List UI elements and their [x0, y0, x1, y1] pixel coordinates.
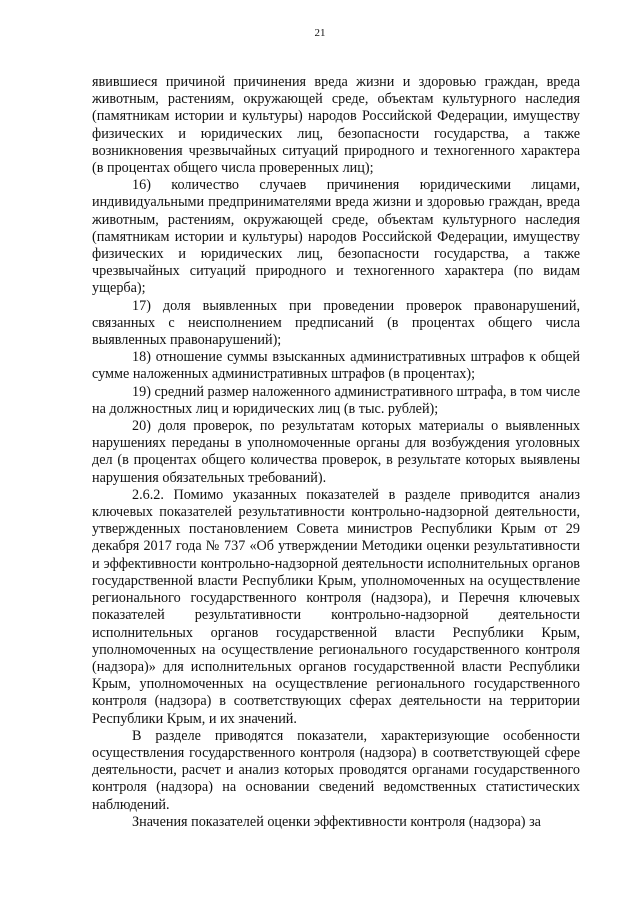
paragraph-item-19: 19) средний размер наложенного административного штрафа, в том числе на должностных лиц и юридических лиц (в тыс. рублей);: [92, 383, 580, 417]
paragraph-item-18: 18) отношение суммы взысканных административных штрафов к общей сумме наложенных административных штрафов (в процентах);: [92, 349, 580, 383]
paragraph-item-17: 17) доля выявленных при проведении проверок правонарушений, связанных с неисполнением предписаний (в процентах общего числа выявленных правонарушений);: [92, 297, 580, 349]
document-body: [92, 74, 580, 831]
paragraph-continuation: явившиеся причиной причинения вреда жизни и здоровью граждан, вреда животным, растениям, окружающей среде, объектам культурного наследия (памятникам истории и культуры) народов Российской Федерации, имуществу физических и юридических лиц, безопасности государства, а также возникновения чрезвычайных ситуаций природного и техногенного характера (в процентах общего числа проверенных лиц);: [92, 74, 580, 177]
paragraph-item-16: 16) количество случаев причинения юридическими лицами, индивидуальными предпринимателями вреда жизни и здоровью граждан, вреда животным, растениям, окружающей среде, объектам культурного наследия (памятникам истории и культуры) народов Российской Федерации, имуществу физических и юридических лиц, безопасности государства, а также чрезвычайных ситуаций природного и техногенного характера (по видам ущерба);: [92, 177, 580, 297]
page-number: 21: [314, 27, 326, 39]
paragraph-item-20: 20) доля проверок, по результатам которых материалы о выявленных нарушениях переданы в уполномоченные органы для возбуждения уголовных дел (в процентах общего количества проверок, в результате которых выявлены нарушения обязательных требований).: [92, 418, 580, 486]
paragraph-section-2-6-2: 2.6.2. Помимо указанных показателей в разделе приводится анализ ключевых показателей результативности контрольно-надзорной деятельности, утвержденных постановлением Совета министров Республики Крым от 29 декабря 2017 года № 737 «Об утверждении Методики оценки результативности и эффективности контрольно-надзорной деятельности исполнительных органов государственной власти Республики Крым, уполномоченных на осуществление регионального государственного контроля (надзора), и Перечня ключевых показателей результативности контрольно-надзорной деятельности исполнительных органов государственной власти Республики Крым, уполномоченных на осуществление регионального государственного контроля (надзора)» для исполнительных органов государственной власти Республики Крым, уполномоченных на осуществление регионального государственного контроля (надзора) в соответствующих сферах деятельности на территории Республики Крым, и их значений.: [92, 486, 580, 727]
paragraph-section-indicators: В разделе приводятся показатели, характеризующие особенности осуществления государственного контроля (надзора) в соответствующей сфере деятельности, расчет и анализ которых проводятся органами государственного контроля (надзора) на основании сведений ведомственных статистических наблюдений.: [92, 727, 580, 813]
paragraph-efficiency-values: Значения показателей оценки эффективности контроля (надзора) за: [132, 813, 541, 830]
